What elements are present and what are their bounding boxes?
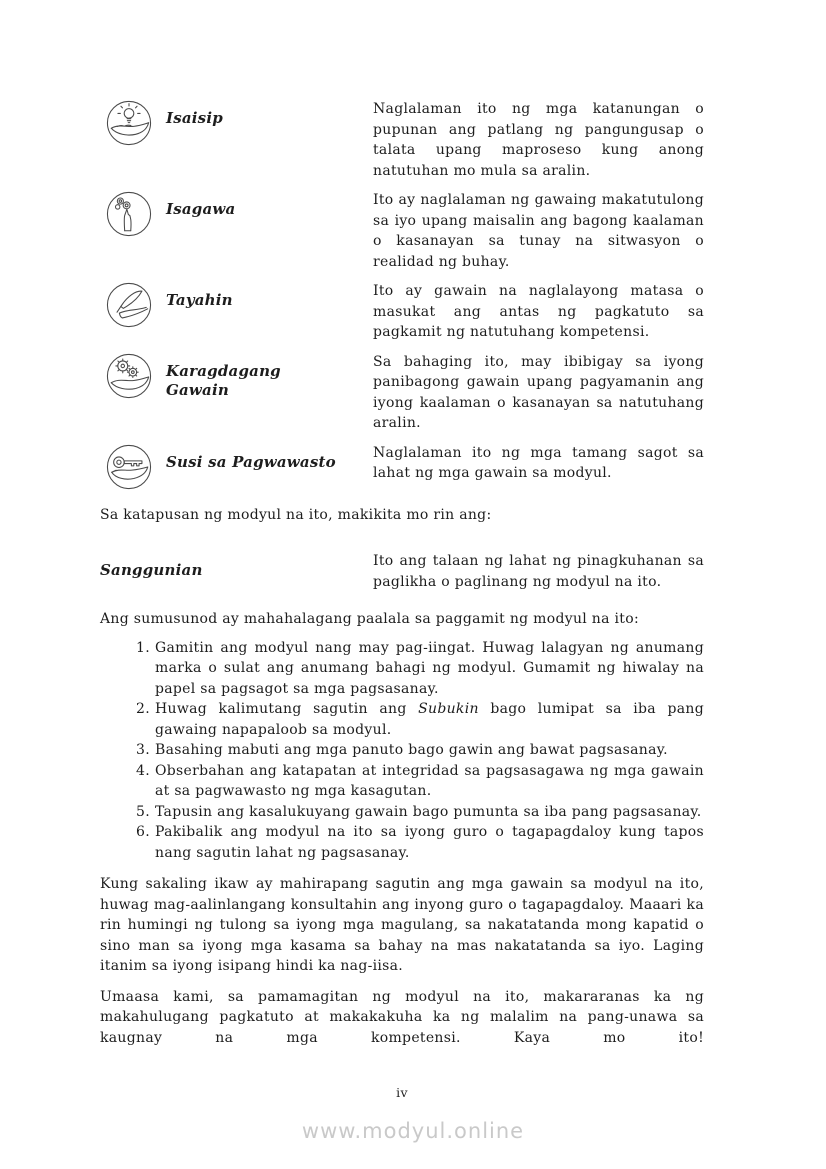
list-item bbox=[100, 761, 704, 802]
sanggunian-row bbox=[100, 551, 704, 592]
gears-hand-icon bbox=[106, 353, 152, 399]
module-part-description: Naglalaman ito ng mga tamang sagot sa lahat ng mga gawain sa modyul. bbox=[373, 444, 704, 481]
module-part-description: Ito ay gawain na naglalayong matasa o masukat ang antas ng pagkatuto sa pagkamit ng natutuhang kompetensi. bbox=[373, 283, 704, 340]
bulb-hand-icon bbox=[106, 100, 152, 146]
module-part-row-isaisip bbox=[100, 99, 704, 181]
list-item bbox=[100, 638, 704, 700]
list-item-text: Tapusin ang kasalukuyang gawain bago pumunta sa iba pang pagsasanay. bbox=[155, 803, 702, 820]
icon-cell bbox=[100, 99, 166, 181]
list-item-text: Basahing mabuti ang mga panuto bago gawin ang bawat pagsasanay. bbox=[155, 742, 668, 758]
list-number: 1. bbox=[136, 639, 150, 656]
list-item-text: Obserbahan ang katapatan at integridad sa pagsasagawa ng mga gawain at sa pagwawasto ng mga kasagutan. bbox=[155, 762, 704, 799]
pointing-hand-icon bbox=[106, 191, 152, 237]
module-part-description: Ito ay naglalaman ng gawaing makatutulong sa iyo upang maisalin ang bagong kaalaman o kasanayan sa tunay na sitwasyon o realidad ng buhay. bbox=[373, 192, 704, 270]
list-number: 4. bbox=[136, 762, 150, 779]
watermark-text: www.modyul.online bbox=[301, 1119, 525, 1143]
sanggunian-label: Sanggunian bbox=[100, 561, 203, 579]
list-item-text: Pakibalik ang modyul na ito sa iyong guro o tagapagdaloy kung tapos nang sagutin lahat ng pagsasanay. bbox=[155, 824, 704, 861]
closing-intro-text: Sa katapusan ng modyul na ito, makikita mo rin ang: bbox=[100, 506, 492, 523]
list-number: 3. bbox=[136, 742, 150, 758]
list-number: 5. bbox=[136, 803, 150, 820]
list-number: 6. bbox=[136, 824, 150, 840]
reminders-list bbox=[100, 638, 704, 864]
key-hand-icon bbox=[106, 444, 152, 490]
module-part-description: Naglalaman ito ng mga katanungan o pupunan ang patlang ng pangungusap o talata upang maproseso kung anong natutuhan mo mula sa aralin. bbox=[373, 101, 704, 179]
module-part-row-tayahin bbox=[100, 281, 704, 343]
module-part-label: Tayahin bbox=[166, 291, 233, 309]
list-item bbox=[100, 740, 704, 761]
module-part-label: Karagdagang Gawain bbox=[166, 361, 281, 399]
document-page bbox=[100, 99, 704, 1048]
sanggunian-description: Ito ang talaan ng lahat ng pinagkuhanan sa paglikha o paglinang ng modyul na ito. bbox=[373, 553, 704, 590]
list-item bbox=[100, 802, 704, 823]
icon-cell bbox=[100, 190, 166, 272]
list-item bbox=[100, 822, 704, 863]
page-number: iv bbox=[396, 1085, 408, 1100]
quill-hand-icon bbox=[106, 282, 152, 328]
icon-cell bbox=[100, 352, 166, 434]
icon-cell bbox=[100, 281, 166, 343]
module-part-label: Susi sa Pagwawasto bbox=[166, 452, 336, 471]
closing-paragraph: Umaasa kami, sa pamamagitan ng modyul na ito, makararanas ka ng makahulugang pagkatuto at makakakuha ka ng malalim na pang-unawa sa kaugnay na mga kompetensi. Kaya mo ito! bbox=[100, 988, 704, 1046]
help-paragraph: Kung sakaling ikaw ay mahirapang sagutin ang mga gawain sa modyul na ito, huwag mag-aalinlangang konsultahin ang inyong guro o tagapagdaloy. Maaari ka rin humingi ng tulong sa iyong mga magulang, sa nakatatanda mong kapatid o sino man sa iyong mga kasama sa bahay na mas nakatatanda sa iyo. Laging itanim sa iyong isipang hindi ka nag-iisa. bbox=[100, 876, 704, 974]
list-item-text: Huwag kalimutang sagutin ang Subukin bago lumipat sa iba pang gawaing napapaloob sa modyul. bbox=[155, 701, 704, 738]
module-parts-table bbox=[100, 99, 704, 490]
list-number: 2. bbox=[136, 701, 150, 717]
module-part-row-susi-sa-pagwawasto bbox=[100, 443, 704, 490]
list-item-text: Gamitin ang modyul nang may pag-iingat. Huwag lalagyan ng anumang marka o sulat ang anumang bahagi ng modyul. Gumamit ng hiwalay na papel sa pagsagot sa mga pagsasanay. bbox=[155, 639, 704, 697]
module-part-description: Sa bahaging ito, may ibibigay sa iyong panibagong gawain upang pagyamanin ang iyong kaalaman o kasanayan sa natutuhang aralin. bbox=[373, 353, 704, 431]
reminders-intro-text: Ang sumusunod ay mahahalagang paalala sa paggamit ng modyul na ito: bbox=[100, 611, 639, 627]
italic-term: Subukin bbox=[418, 701, 479, 717]
module-part-row-karagdagang-gawain bbox=[100, 352, 704, 434]
icon-cell bbox=[100, 443, 166, 490]
module-part-label: Isagawa bbox=[166, 200, 236, 218]
module-part-label: Isaisip bbox=[166, 109, 223, 127]
list-item bbox=[100, 699, 704, 740]
module-part-row-isagawa bbox=[100, 190, 704, 272]
